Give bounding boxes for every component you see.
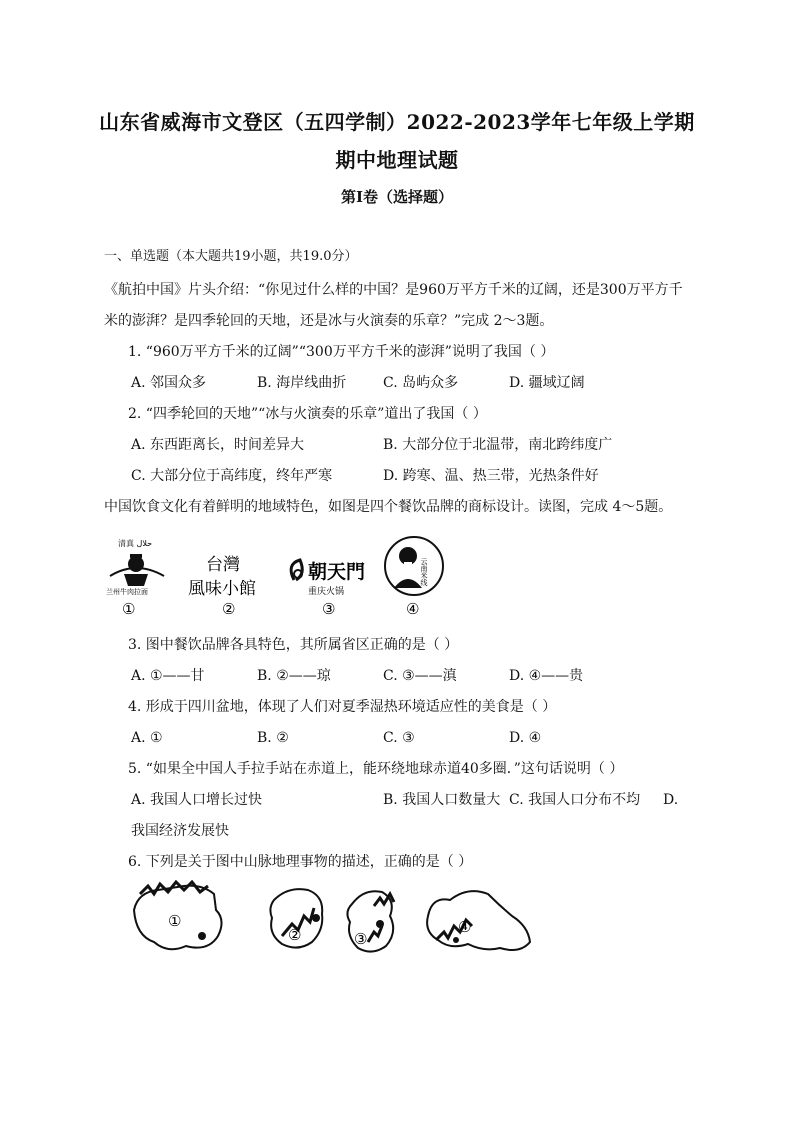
province-map-2: [270, 889, 322, 947]
question-6-stem: 6. 下列是关于图中山脉地理事物的描述，正确的是（ ）: [128, 854, 473, 870]
logo3-label: ③: [322, 600, 336, 618]
question-4-stem: 4. 形成于四川盆地，体现了人们对夏季湿热环境适应性的美食是（ ）: [128, 699, 557, 715]
q3-option-a: A. ①——甘: [131, 668, 205, 684]
logo3-sub-text: 重庆火锅: [308, 587, 345, 597]
logo2-bottom-text: 風味小館: [188, 579, 256, 599]
q3-option-c: C. ③——滇: [383, 668, 457, 684]
volume-heading: 第Ⅰ卷（选择题）: [340, 188, 454, 206]
material2-line1: 中国饮食文化有着鲜明的地域特色，如图是四个餐饮品牌的商标设计。读图，完成 4～5题。: [104, 499, 673, 515]
q4-option-d: D. ④: [509, 730, 542, 746]
logo1-label: ①: [122, 600, 136, 618]
exam-title-line1: 山东省威海市文登区（五四学制）2022-2023学年七年级上学期: [99, 110, 695, 134]
logo1-bottom-text: 兰州牛肉拉面: [106, 588, 148, 596]
material1-line1: 《航拍中国》片头介绍：“你见过什么样的中国？是960万平方千米的辽阔，还是300万平方千: [104, 282, 683, 298]
q2-option-c: C. 大部分位于高纬度，终年严寒: [131, 468, 333, 484]
province-maps-figure: [128, 880, 538, 960]
restaurant-logos-figure: [104, 534, 464, 620]
map3-label: ③: [354, 930, 368, 948]
q2-option-a: A. 东西距离长，时间差异大: [131, 437, 305, 453]
q3-option-b: B. ②——琼: [257, 668, 331, 684]
material1-line2: 米的澎湃？是四季轮回的天地，还是冰与火演奏的乐章？”完成 2～3题。: [104, 313, 554, 329]
lanzhou-noodle-logo: [104, 534, 170, 620]
section-heading: 一、单选题（本大题共19小题，共19.0分）: [104, 249, 358, 264]
q1-option-a: A. 邻国众多: [131, 375, 207, 391]
q4-option-c: C. ③: [383, 730, 415, 746]
q4-option-a: A. ①: [131, 730, 163, 746]
yunnan-rice-noodle-logo: [380, 534, 450, 620]
map2-label: ②: [288, 926, 302, 944]
q1-option-c: C. 岛屿众多: [383, 375, 459, 391]
taiwan-flavor-logo: [184, 534, 272, 620]
province-map-4: [427, 891, 530, 950]
logo1-top-text: 清真 ﺣﻼﻝ: [118, 539, 153, 548]
exam-title-line2: 期中地理试题: [335, 148, 459, 172]
q5-option-d: D.: [663, 792, 679, 808]
province-map-3: [347, 891, 394, 951]
q5-option-b: B. 我国人口数量大: [383, 792, 501, 808]
q2-option-b: B. 大部分位于北温带，南北跨纬度广: [383, 437, 613, 453]
q5-option-d-text: 我国经济发展快: [131, 823, 229, 839]
logo3-main-text: 朝天門: [308, 561, 366, 583]
chaotianmen-hotpot-logo: [284, 534, 374, 620]
q1-option-b: B. 海岸线曲折: [257, 375, 347, 391]
q4-option-b: B. ②: [257, 730, 289, 746]
logo4-text: 云南米线: [420, 558, 428, 586]
q5-option-a: A. 我国人口增长过快: [131, 792, 263, 808]
q1-option-d: D. 疆域辽阔: [509, 375, 585, 391]
logo2-top-text: 台灣: [206, 555, 240, 575]
province-map-1: [134, 882, 222, 949]
question-5-stem: 5. “如果全中国人手拉手站在赤道上，能环绕地球赤道40多圈．”这句话说明（ ）: [128, 761, 624, 777]
q2-option-d: D. 跨寒、温、热三带，光热条件好: [383, 468, 599, 484]
map4-label: ④: [458, 918, 472, 936]
question-2-stem: 2. “四季轮回的天地”“冰与火演奏的乐章”道出了我国（ ）: [128, 406, 487, 422]
q3-option-d: D. ④——贵: [509, 668, 584, 684]
question-1-stem: 1. “960万平方千米的辽阔”“300万平方千米的澎湃”说明了我国（ ）: [128, 344, 555, 360]
logo2-label: ②: [222, 600, 236, 618]
question-3-stem: 3. 图中餐饮品牌各具特色，其所属省区正确的是（ ）: [128, 637, 459, 653]
map1-label: ①: [168, 912, 182, 930]
q5-option-c: C. 我国人口分布不均: [509, 792, 641, 808]
logo4-label: ④: [406, 600, 420, 618]
